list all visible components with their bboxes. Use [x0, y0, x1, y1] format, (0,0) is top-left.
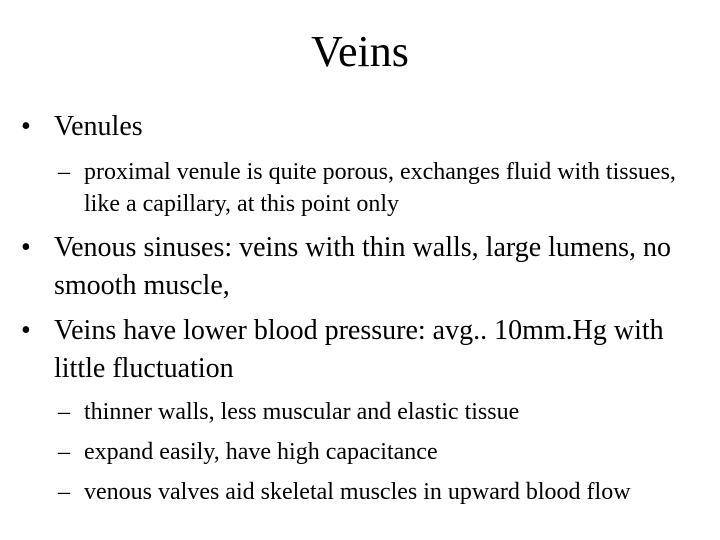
bullet-text: Veins have lower blood pressure: avg.. 10mm.Hg with little fluctuation — [54, 315, 664, 384]
bullet-dot-icon: • — [21, 111, 31, 142]
bullet-text: Venous sinuses: veins with thin walls, large lumens, no smooth muscle, — [54, 232, 671, 301]
bullet-dot-icon: • — [21, 232, 31, 263]
sub-bullet-text: thinner walls, less muscular and elastic tissue — [84, 399, 520, 425]
bullet-item-venules — [21, 108, 694, 146]
sub-bullet-text: venous valves aid skeletal muscles in upward blood flow — [84, 479, 631, 505]
dash-icon: – — [58, 159, 70, 185]
bullet-item-venous-sinuses — [21, 229, 694, 305]
sub-bullet-text: expand easily, have high capacitance — [84, 439, 438, 465]
sub-bullet-item-expand-easily — [58, 436, 704, 468]
bullet-text: Venules — [54, 111, 143, 142]
sub-bullet-item-venous-valves — [58, 476, 704, 508]
sub-bullet-text: proximal venule is quite porous, exchanges fluid with tissues, like a capillary, at this point only — [84, 159, 676, 217]
sub-bullet-item-proximal-venule — [58, 156, 704, 220]
slide-title: Veins — [311, 27, 409, 76]
sub-bullet-item-thinner-walls — [58, 396, 704, 428]
dash-icon: – — [58, 479, 70, 505]
bullet-dot-icon: • — [21, 315, 31, 346]
dash-icon: – — [58, 439, 70, 465]
dash-icon: – — [58, 399, 70, 425]
bullet-item-veins-pressure — [21, 312, 694, 388]
